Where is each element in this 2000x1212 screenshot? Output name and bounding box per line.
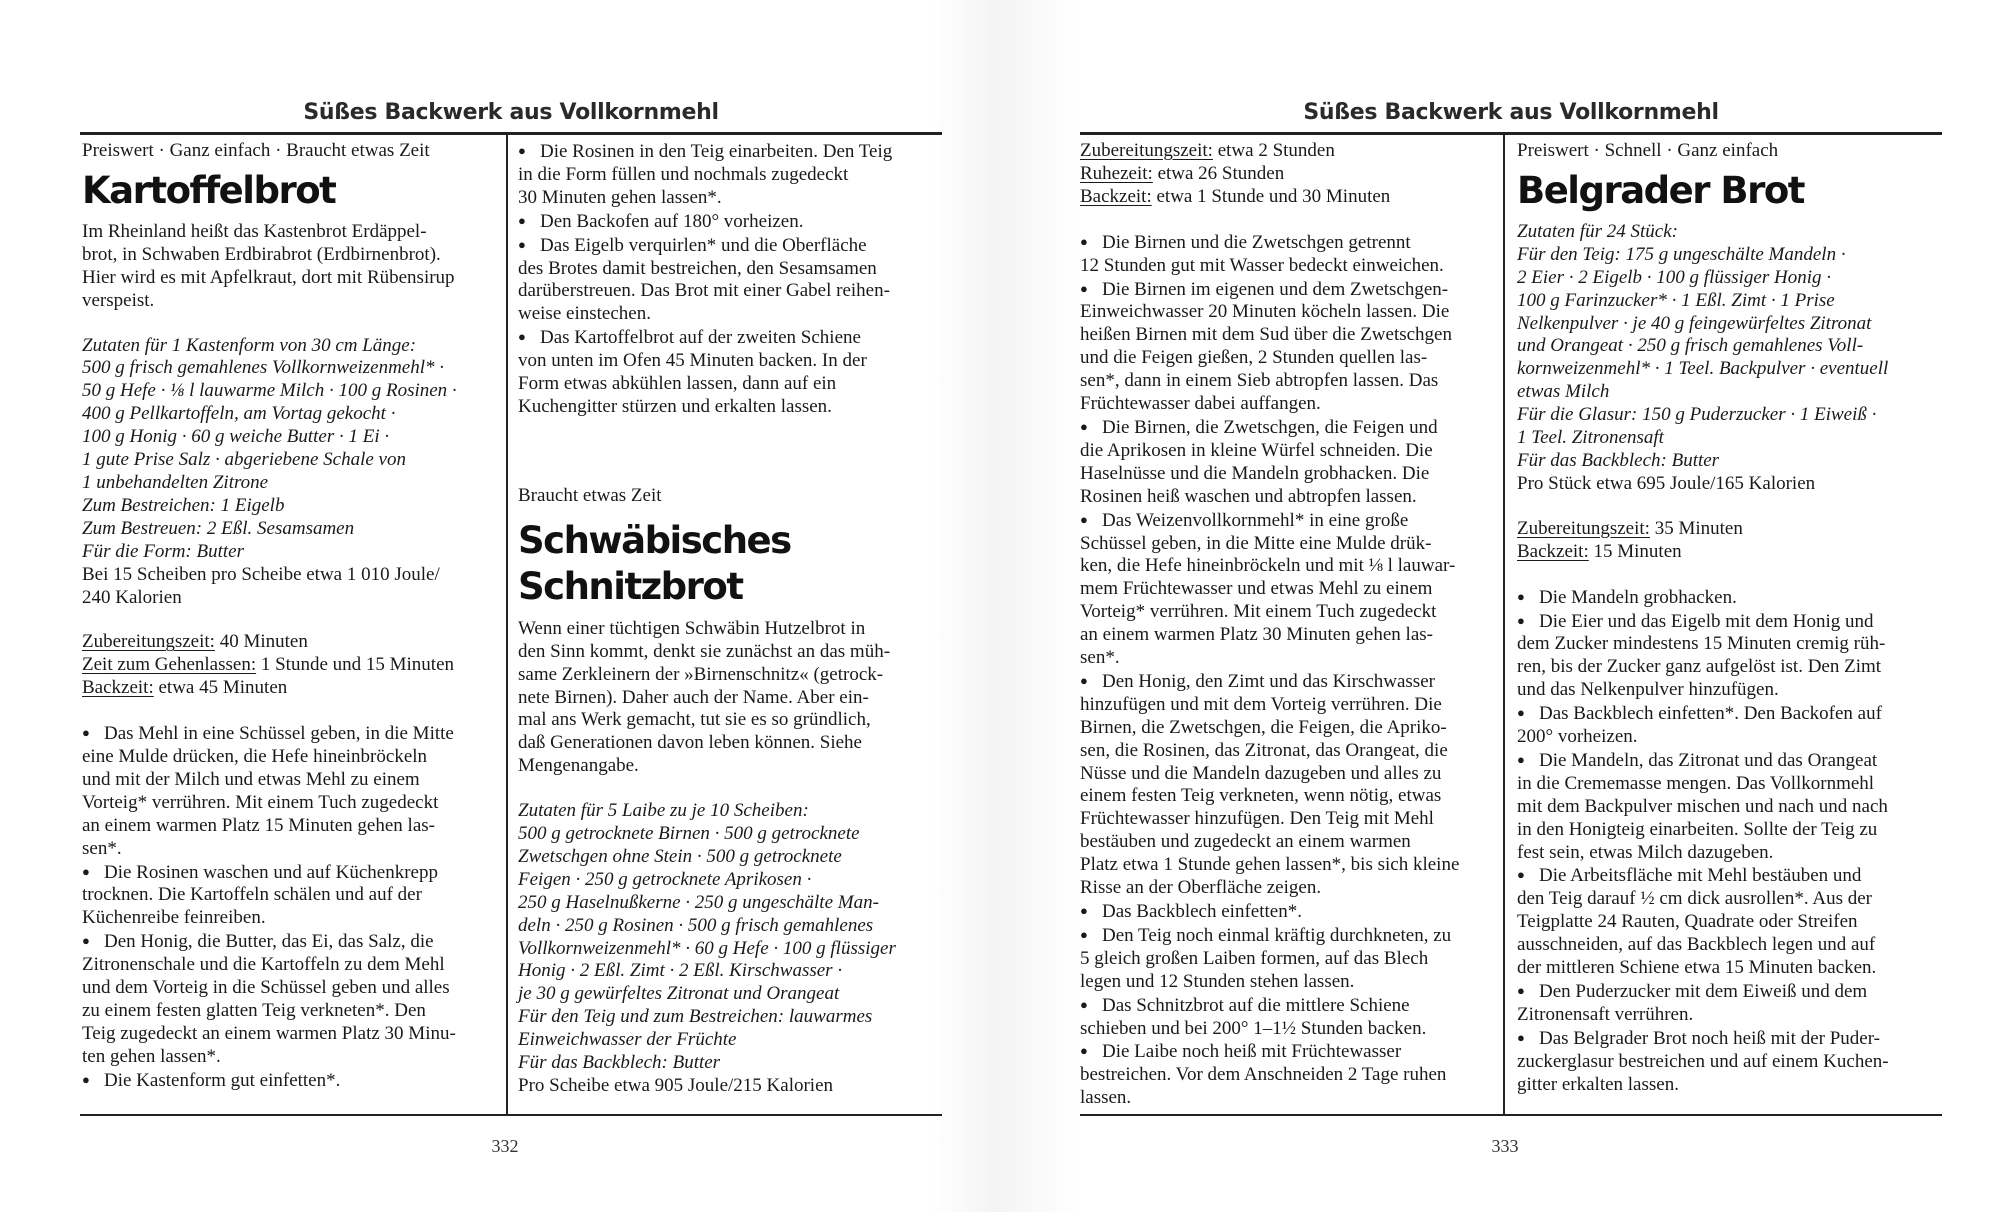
text-line: ● Die Birnen und die Zwetschgen getrennt	[1080, 231, 1411, 253]
text-line: Vorteig* verrühren. Mit einem Tuch zugedeckt	[1080, 601, 1437, 623]
text-line: 30 Minuten gehen lassen*.	[518, 186, 722, 208]
text-line: 400 g Pellkartoffeln, am Vortag gekocht ·	[82, 403, 396, 425]
text-line: je 30 g gewürfeltes Zitronat und Orangeat	[518, 983, 840, 1005]
text-line: Zitronensaft verrühren.	[1517, 1003, 1694, 1025]
bullet-icon: ●	[82, 725, 90, 741]
text-line: dem Zucker mindestens 15 Minuten cremig rüh-	[1517, 633, 1886, 655]
recipe-tags: Braucht etwas Zeit	[518, 484, 662, 506]
text-line: ● Die Laibe noch heiß mit Früchtewasser	[1080, 1041, 1402, 1063]
text-line: ● Das Mehl in eine Schüssel geben, in die Mitte	[82, 723, 454, 745]
text-line: Für den Teig und zum Bestreichen: lauwarmes	[518, 1006, 873, 1028]
text-line: ● Das Weizenvollkornmehl* in eine große	[1080, 509, 1409, 531]
text-line: ● Die Rosinen waschen und auf Küchenkrepp	[82, 861, 438, 883]
text-line: Rosinen heiß waschen und abtropfen lassen.	[1080, 485, 1417, 507]
text-line: zuckerglasur bestreichen und auf einem Kuchen-	[1517, 1050, 1889, 1072]
instruction-steps	[518, 140, 933, 419]
instruction-step	[1080, 278, 1492, 416]
instruction-step	[1080, 416, 1492, 509]
time-value: 40 Minuten	[214, 631, 308, 653]
instruction-step	[1517, 702, 1942, 749]
instruction-steps	[1080, 231, 1492, 1110]
text-line: Haselnüsse und die Mandeln grobhacken. Die	[1080, 462, 1430, 484]
title-line: Schwäbisches	[518, 518, 791, 562]
text-line: 1 Teel. Zitronensaft	[1517, 427, 1664, 449]
time-row	[1080, 186, 1492, 209]
bullet-icon: ●	[1517, 1029, 1525, 1045]
text-line: Feigen · 250 g getrocknete Aprikosen ·	[518, 868, 812, 890]
time-row	[82, 677, 492, 700]
text-line: und Orangeat · 250 g frisch gemahlenes Voll-	[1517, 335, 1864, 357]
instruction-step	[82, 722, 492, 860]
page-number: 333	[1491, 1136, 1519, 1156]
text-line: Zutaten für 5 Laibe zu je 10 Scheiben:	[518, 800, 809, 822]
instruction-step	[1080, 670, 1492, 900]
ingredients-list	[82, 335, 492, 564]
text-line: schieben und bei 200° 1–1½ Stunden backen.	[1080, 1017, 1427, 1039]
top-rule	[80, 132, 942, 135]
text-line: Risse an der Oberfläche zeigen.	[1080, 877, 1322, 899]
text-line: ● Die Birnen im eigenen und dem Zwetschgen-	[1080, 278, 1449, 300]
left-column-a	[82, 140, 492, 1093]
text-line: 50 g Hefe · ⅛ l lauwarme Milch · 100 g Rosinen ·	[82, 380, 457, 402]
recipe-title-schnitzbrot	[518, 518, 933, 610]
bullet-icon: ●	[1080, 903, 1088, 918]
bullet-icon: ●	[82, 933, 90, 949]
text-line: ● Die Mandeln grobhacken.	[1517, 586, 1737, 608]
right-column-b	[1517, 140, 1942, 1097]
instruction-step	[518, 234, 933, 327]
text-line: in die Crememasse mengen. Das Vollkornmehl	[1517, 772, 1875, 794]
instruction-step	[1080, 509, 1492, 670]
bullet-icon: ●	[518, 236, 526, 252]
nutrition-info	[82, 564, 492, 610]
time-value: etwa 2 Stunden	[1212, 140, 1335, 161]
bullet-icon: ●	[1517, 867, 1525, 883]
bullet-icon: ●	[1080, 233, 1088, 249]
text-line: ken, die Hefe hineinbröckeln und mit ⅛ l lauwar-	[1080, 555, 1456, 577]
text-line: etwas Milch	[1517, 381, 1610, 403]
text-line: ● Das Belgrader Brot noch heiß mit der Puder-	[1517, 1027, 1880, 1049]
text-line: 500 g getrocknete Birnen · 500 g getrocknete	[518, 823, 860, 845]
time-label: Backzeit:	[1517, 540, 1589, 562]
text-line: ● Den Honig, den Zimt und das Kirschwasser	[1080, 670, 1435, 692]
text-line: in die Form füllen und nochmals zugedeckt	[518, 163, 849, 185]
bullet-icon: ●	[518, 143, 526, 158]
text-line: ● Das Eigelb verquirlen* und die Oberfläche	[518, 234, 867, 256]
recipe-intro	[518, 618, 933, 778]
time-label: Backzeit:	[1080, 185, 1152, 207]
recipe-tags: Preiswert · Ganz einfach · Braucht etwas Zeit	[82, 140, 430, 161]
text-line: den Teig darauf ½ cm dick ausrollen*. Aus der	[1517, 888, 1872, 910]
text-line: 100 g Farinzucker* · 1 Eßl. Zimt · 1 Prise	[1517, 289, 1835, 311]
text-line: Nelkenpulver · je 40 g feingewürfeltes Zitronat	[1517, 312, 1872, 334]
recipe-intro	[82, 221, 492, 313]
text-line: 1 gute Prise Salz · abgeriebene Schale von	[82, 449, 406, 471]
time-label: Backzeit:	[82, 677, 154, 699]
time-label: Zubereitungszeit:	[1080, 140, 1213, 161]
text-line: sen*.	[82, 837, 122, 859]
bottom-rule	[80, 1114, 942, 1116]
ingredients-list	[1517, 221, 1942, 473]
text-line: Vorteig* verrühren. Mit einem Tuch zugedeckt	[82, 791, 439, 813]
bullet-icon: ●	[1517, 612, 1525, 628]
time-label: Zubereitungszeit:	[82, 631, 215, 653]
text-line: nete Birnen). Daher auch der Name. Aber ein-	[518, 686, 869, 708]
nutrition-info: Pro Scheibe etwa 905 Joule/215 Kalorien	[518, 1075, 834, 1096]
text-line: Zwetschgen ohne Stein · 500 g getrocknete	[518, 845, 842, 867]
text-line: 2 Eier · 2 Eigelb · 100 g flüssiger Honig ·	[1517, 266, 1832, 288]
text-line: Kuchengitter stürzen und erkalten lassen.	[518, 395, 832, 417]
text-line: deln · 250 g Rosinen · 500 g frisch gemahlenes	[518, 914, 874, 936]
text-line: 1 unbehandelten Zitrone	[82, 471, 269, 493]
bullet-icon: ●	[1080, 511, 1088, 527]
time-row	[82, 654, 492, 677]
bullet-icon: ●	[1517, 751, 1525, 767]
text-line: Früchtewasser dabei auffangen.	[1080, 393, 1321, 415]
bullet-icon: ●	[1080, 418, 1088, 434]
text-line: Im Rheinland heißt das Kastenbrot Erdäppel-	[82, 220, 427, 242]
instruction-step	[1080, 994, 1492, 1041]
text-line: sen, die Rosinen, das Zitronat, das Orangeat, die	[1080, 739, 1448, 761]
instruction-step	[82, 861, 492, 931]
text-line: verspeist.	[82, 289, 155, 311]
instruction-step	[518, 326, 933, 419]
text-line: 500 g frisch gemahlenes Vollkornweizenmehl* ·	[82, 357, 445, 379]
text-line: ● Die Eier und das Eigelb mit dem Honig und	[1517, 610, 1874, 632]
instruction-step	[1080, 1040, 1492, 1110]
text-line: fest sein, etwas Milch dazugeben.	[1517, 841, 1774, 863]
text-line: ● Den Puderzucker mit dem Eiweiß und dem	[1517, 981, 1868, 1002]
text-line: daß Generationen davon leben können. Siehe	[518, 732, 862, 754]
instruction-step	[1080, 924, 1492, 994]
text-line: mem Früchtewasser und etwas Mehl zu einem	[1080, 578, 1433, 600]
instruction-step	[518, 140, 933, 210]
text-line: lassen.	[1080, 1087, 1132, 1109]
recipe-title-kartoffelbrot: Kartoffelbrot	[82, 168, 336, 212]
column-divider	[506, 134, 508, 1114]
time-label: Ruhezeit:	[1080, 162, 1153, 184]
text-line: Einweichwasser 20 Minuten köcheln lassen. Die	[1080, 301, 1450, 323]
recipe-title-belgrader-brot: Belgrader Brot	[1517, 168, 1804, 212]
text-line: ● Die Rosinen in den Teig einarbeiten. Den Teig	[518, 141, 893, 162]
text-line: Nüsse und die Mandeln dazugeben und alles zu	[1080, 762, 1442, 784]
text-line: heißen Birnen mit dem Sud über die Zwetschgen	[1080, 324, 1452, 346]
text-line: mit dem Backpulver mischen und nach und nach	[1517, 795, 1888, 817]
running-head: Süßes Backwerk aus Vollkornmehl	[1303, 100, 1719, 125]
bullet-icon: ●	[1080, 996, 1088, 1012]
instruction-step	[1517, 610, 1942, 703]
text-line: trocknen. Die Kartoffeln schälen und auf der	[82, 884, 422, 906]
text-line: ● Den Backofen auf 180° vorheizen.	[518, 210, 804, 232]
text-line: Früchtewasser hinzufügen. Den Teig mit Mehl	[1080, 808, 1434, 830]
bullet-icon: ●	[518, 329, 526, 345]
text-line: Mengenangabe.	[518, 755, 639, 777]
text-line: ausschneiden, auf das Backblech legen und auf	[1517, 934, 1876, 956]
text-line: 250 g Haselnußkerne · 250 g ungeschälte Man-	[518, 891, 879, 913]
running-head: Süßes Backwerk aus Vollkornmehl	[303, 100, 719, 125]
text-line: zu einem festen glatten Teig verkneten*. Den	[82, 1000, 426, 1021]
instruction-step	[518, 210, 933, 234]
text-line: brot, in Schwaben Erdbirabrot (Erdbirnenbrot).	[82, 243, 441, 265]
bullet-icon: ●	[518, 212, 526, 228]
text-line: Teigplatte 24 Rauten, Quadrate oder Streifen	[1517, 911, 1858, 933]
text-line: 12 Stunden gut mit Wasser bedeckt einweichen.	[1080, 254, 1444, 276]
text-line: eine Mulde drücken, die Hefe hineinbröckeln	[82, 746, 428, 768]
instruction-step	[1517, 1027, 1942, 1097]
text-line: ren, bis der Zucker ganz aufgelöst ist. Den Zimt	[1517, 656, 1882, 678]
text-line: an einem warmen Platz 30 Minuten gehen las-	[1080, 624, 1433, 646]
text-line: ● Die Birnen, die Zwetschgen, die Feigen und	[1080, 416, 1438, 438]
instruction-steps	[82, 722, 492, 1093]
text-line: des Brotes damit bestreichen, den Sesamsamen	[518, 257, 877, 279]
text-line: Hier wird es mit Apfelkraut, dort mit Rübensirup	[82, 266, 455, 288]
text-line: ● Die Kastenform gut einfetten*.	[82, 1069, 341, 1091]
instruction-steps	[1517, 586, 1942, 1097]
text-line: und die Feigen gießen, 2 Stunden quellen las-	[1080, 347, 1428, 369]
bullet-icon: ●	[1080, 1043, 1088, 1059]
text-line: 5 gleich großen Laiben formen, auf das Blech	[1080, 947, 1429, 969]
text-line: Honig · 2 Eßl. Zimt · 2 Eßl. Kirschwasser ·	[518, 960, 843, 982]
text-line: ● Das Backblech einfetten*. Den Backofen auf	[1517, 703, 1882, 725]
instruction-step	[1080, 900, 1492, 924]
text-line: Birnen, die Zwetschgen, die Feigen, die Apriko-	[1080, 716, 1447, 738]
bullet-icon: ●	[82, 863, 90, 879]
text-line: 240 Kalorien	[82, 586, 182, 608]
instruction-step	[1517, 980, 1942, 1027]
text-line: ● Die Arbeitsfläche mit Mehl bestäuben und	[1517, 865, 1862, 887]
text-line: den Sinn kommt, denkt sie zunächst an das müh-	[518, 640, 891, 662]
text-line: bestäuben und zugedeckt an einem warmen	[1080, 831, 1411, 853]
text-line: von unten im Ofen 45 Minuten backen. In der	[518, 350, 867, 372]
time-label: Zubereitungszeit:	[1517, 517, 1650, 539]
text-line: ● Die Mandeln, das Zitronat und das Orangeat	[1517, 749, 1878, 771]
text-line: Küchenreibe feinreiben.	[82, 907, 266, 929]
right-column-a	[1080, 140, 1492, 1110]
time-row	[1080, 163, 1492, 186]
bullet-icon: ●	[1080, 926, 1088, 942]
text-line: ● Das Backblech einfetten*.	[1080, 901, 1302, 922]
bullet-icon: ●	[1517, 588, 1525, 604]
text-line: Bei 15 Scheiben pro Scheibe etwa 1 010 Joule/	[82, 563, 440, 585]
text-line: Für das Backblech: Butter	[518, 1052, 721, 1074]
text-line: 200° vorheizen.	[1517, 726, 1638, 748]
time-value: 1 Stunde und 15 Minuten	[256, 654, 455, 676]
title-line: Schnitzbrot	[518, 564, 743, 608]
text-line: same Zerkleinern der »Birnenschnitz« (getrock-	[518, 663, 884, 685]
text-line: Für die Glasur: 150 g Puderzucker · 1 Eiweiß ·	[1517, 404, 1877, 426]
text-line: der mittleren Schiene etwa 15 Minuten backen.	[1517, 957, 1877, 979]
text-line: Für den Teig: 175 g ungeschälte Mandeln ·	[1517, 243, 1846, 265]
time-row	[82, 631, 492, 654]
instruction-step	[1517, 749, 1942, 865]
text-line: ● Den Honig, die Butter, das Ei, das Salz, die	[82, 931, 434, 953]
instruction-step	[82, 1069, 492, 1093]
text-line: in den Honigteig einarbeiten. Sollte der Teig zu	[1517, 818, 1878, 840]
time-info	[1517, 518, 1942, 564]
text-line: kornweizenmehl* · 1 Teel. Backpulver · eventuell	[1517, 358, 1889, 380]
text-line: und das Nelkenpulver hinzufügen.	[1517, 679, 1779, 701]
time-info	[1080, 140, 1492, 209]
bullet-icon: ●	[1517, 983, 1525, 998]
text-line: Zum Bestreuen: 2 Eßl. Sesamsamen	[82, 517, 355, 539]
text-line: und dem Vorteig in die Schüssel geben und alles	[82, 977, 450, 999]
bullet-icon: ●	[1080, 280, 1088, 296]
text-line: Form etwas abkühlen lassen, dann auf ein	[518, 373, 837, 395]
text-line: Für die Form: Butter	[82, 540, 245, 562]
text-line: ● Das Kartoffelbrot auf der zweiten Schiene	[518, 327, 861, 349]
text-line: Platz etwa 1 Stunde gehen lassen*, bis sich kleine	[1080, 854, 1460, 876]
text-line: legen und 12 Stunden stehen lassen.	[1080, 970, 1355, 992]
text-line: ten gehen lassen*.	[82, 1045, 221, 1067]
text-line: ● Den Teig noch einmal kräftig durchkneten, zu	[1080, 924, 1452, 946]
instruction-step	[1517, 586, 1942, 610]
bullet-icon: ●	[1517, 705, 1525, 721]
text-line: mal ans Werk gemacht, tut sie es so gründlich,	[518, 709, 871, 731]
text-line: Teig zugedeckt an einem warmen Platz 30 Minu-	[82, 1022, 456, 1044]
time-row	[1517, 541, 1942, 564]
text-line: und mit der Milch und etwas Mehl zu einem	[82, 768, 420, 790]
time-info	[82, 631, 492, 700]
text-line: Schüssel geben, in die Mitte eine Mulde drük-	[1080, 532, 1432, 554]
text-line: bestreichen. Vor dem Anschneiden 2 Tage ruhen	[1080, 1064, 1447, 1086]
text-line: gitter erkalten lassen.	[1517, 1073, 1679, 1095]
time-label: Zeit zum Gehenlassen:	[82, 654, 257, 676]
instruction-step	[1080, 231, 1492, 278]
text-line: sen*, dann in einem Sieb abtropfen lassen. Das	[1080, 370, 1439, 392]
page-number: 332	[491, 1136, 519, 1156]
text-line: darüberstreuen. Das Brot mit einer Gabel reihen-	[518, 280, 890, 302]
time-row	[1080, 140, 1492, 163]
text-line: ● Das Schnitzbrot auf die mittlere Schiene	[1080, 994, 1410, 1016]
text-line: Zutaten für 1 Kastenform von 30 cm Länge:	[82, 334, 417, 356]
time-value: 35 Minuten	[1649, 517, 1743, 539]
time-value: etwa 1 Stunde und 30 Minuten	[1151, 185, 1391, 207]
bottom-rule	[1080, 1114, 1942, 1116]
ingredients-list	[518, 800, 933, 1075]
time-value: etwa 45 Minuten	[153, 677, 288, 699]
text-line: einem festen Teig verkneten, wenn nötig, etwas	[1080, 785, 1442, 807]
recipe-tags: Preiswert · Schnell · Ganz einfach	[1517, 140, 1779, 161]
right-page	[1000, 0, 2000, 1212]
text-line: Für das Backblech: Butter	[1517, 449, 1720, 471]
bullet-icon: ●	[1080, 672, 1088, 688]
time-value: etwa 26 Stunden	[1152, 162, 1285, 184]
left-column-b	[518, 140, 933, 1098]
bullet-icon: ●	[82, 1071, 90, 1087]
time-value: 15 Minuten	[1588, 540, 1682, 562]
instruction-step	[82, 930, 492, 1068]
text-line: an einem warmen Platz 15 Minuten gehen las-	[82, 814, 435, 836]
column-divider	[1503, 134, 1505, 1114]
text-line: Zutaten für 24 Stück:	[1517, 220, 1678, 242]
text-line: Vollkornweizenmehl* · 60 g Hefe · 100 g flüssiger	[518, 937, 896, 959]
text-line: weise einstechen.	[518, 303, 651, 325]
text-line: Wenn einer tüchtigen Schwäbin Hutzelbrot in	[518, 617, 866, 639]
nutrition-info: Pro Stück etwa 695 Joule/165 Kalorien	[1517, 472, 1816, 494]
text-line: sen*.	[1080, 647, 1120, 669]
text-line: 100 g Honig · 60 g weiche Butter · 1 Ei ·	[82, 426, 390, 448]
text-line: hinzufügen und mit dem Vorteig verrühren. Die	[1080, 693, 1442, 715]
top-rule	[1080, 132, 1942, 135]
time-row	[1517, 518, 1942, 541]
text-line: Einweichwasser der Früchte	[518, 1029, 737, 1051]
text-line: Zum Bestreichen: 1 Eigelb	[82, 494, 285, 516]
instruction-step	[1517, 864, 1942, 980]
text-line: Zitronenschale und die Kartoffeln zu dem Mehl	[82, 954, 445, 976]
text-line: die Aprikosen in kleine Würfel schneiden. Die	[1080, 439, 1433, 461]
